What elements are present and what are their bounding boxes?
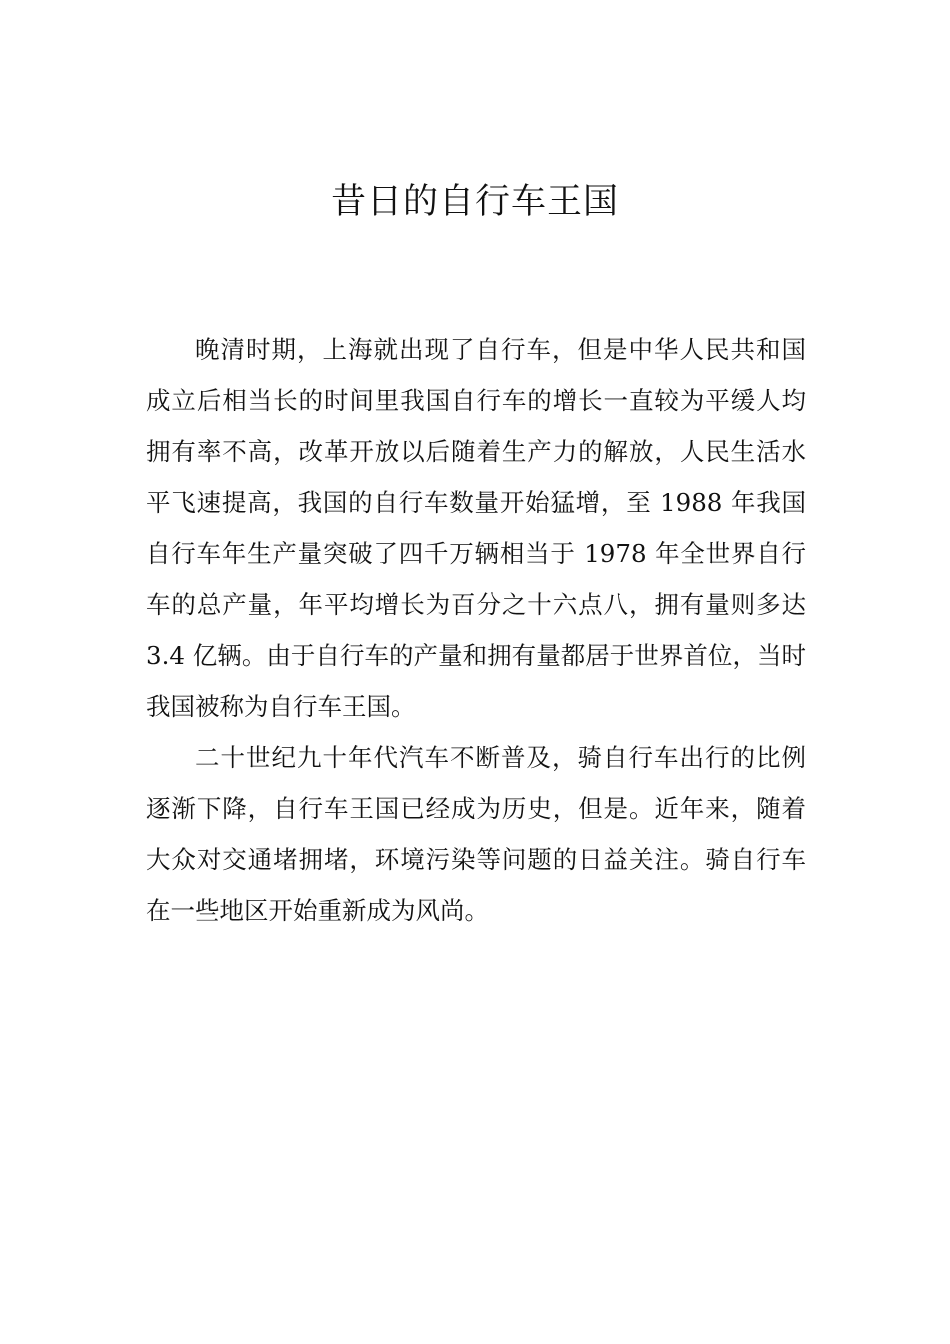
document-body [146,324,806,936]
paragraph-2: 二十世纪九十年代汽车不断普及，骑自行车出行的比例逐渐下降，自行车王国已经成为历史，但是。近年来，随着大众对交通堵拥堵，环境污染等问题的日益关注。骑自行车在一些地区开始重新成为风尚。 [146,743,806,925]
document-title: 昔日的自行车王国 [330,182,619,222]
paragraph-1: 晚清时期，上海就出现了自行车，但是中华人民共和国成立后相当长的时间里我国自行车的增长一直较为平缓人均拥有率不高，改革开放以后随着生产力的解放，人民生活水平飞速提高，我国的自行车数量开始猛增，至 1988 年我国自行车年生产量突破了四千万辆相当于 1978 年全世界自行车的总产量，年平均增长为百分之十六点八，拥有量则多达 3.4 亿辆。由于自行车的产量和拥有量都居于世界首位，当时我国被称为自行车王国。 [146,335,806,721]
